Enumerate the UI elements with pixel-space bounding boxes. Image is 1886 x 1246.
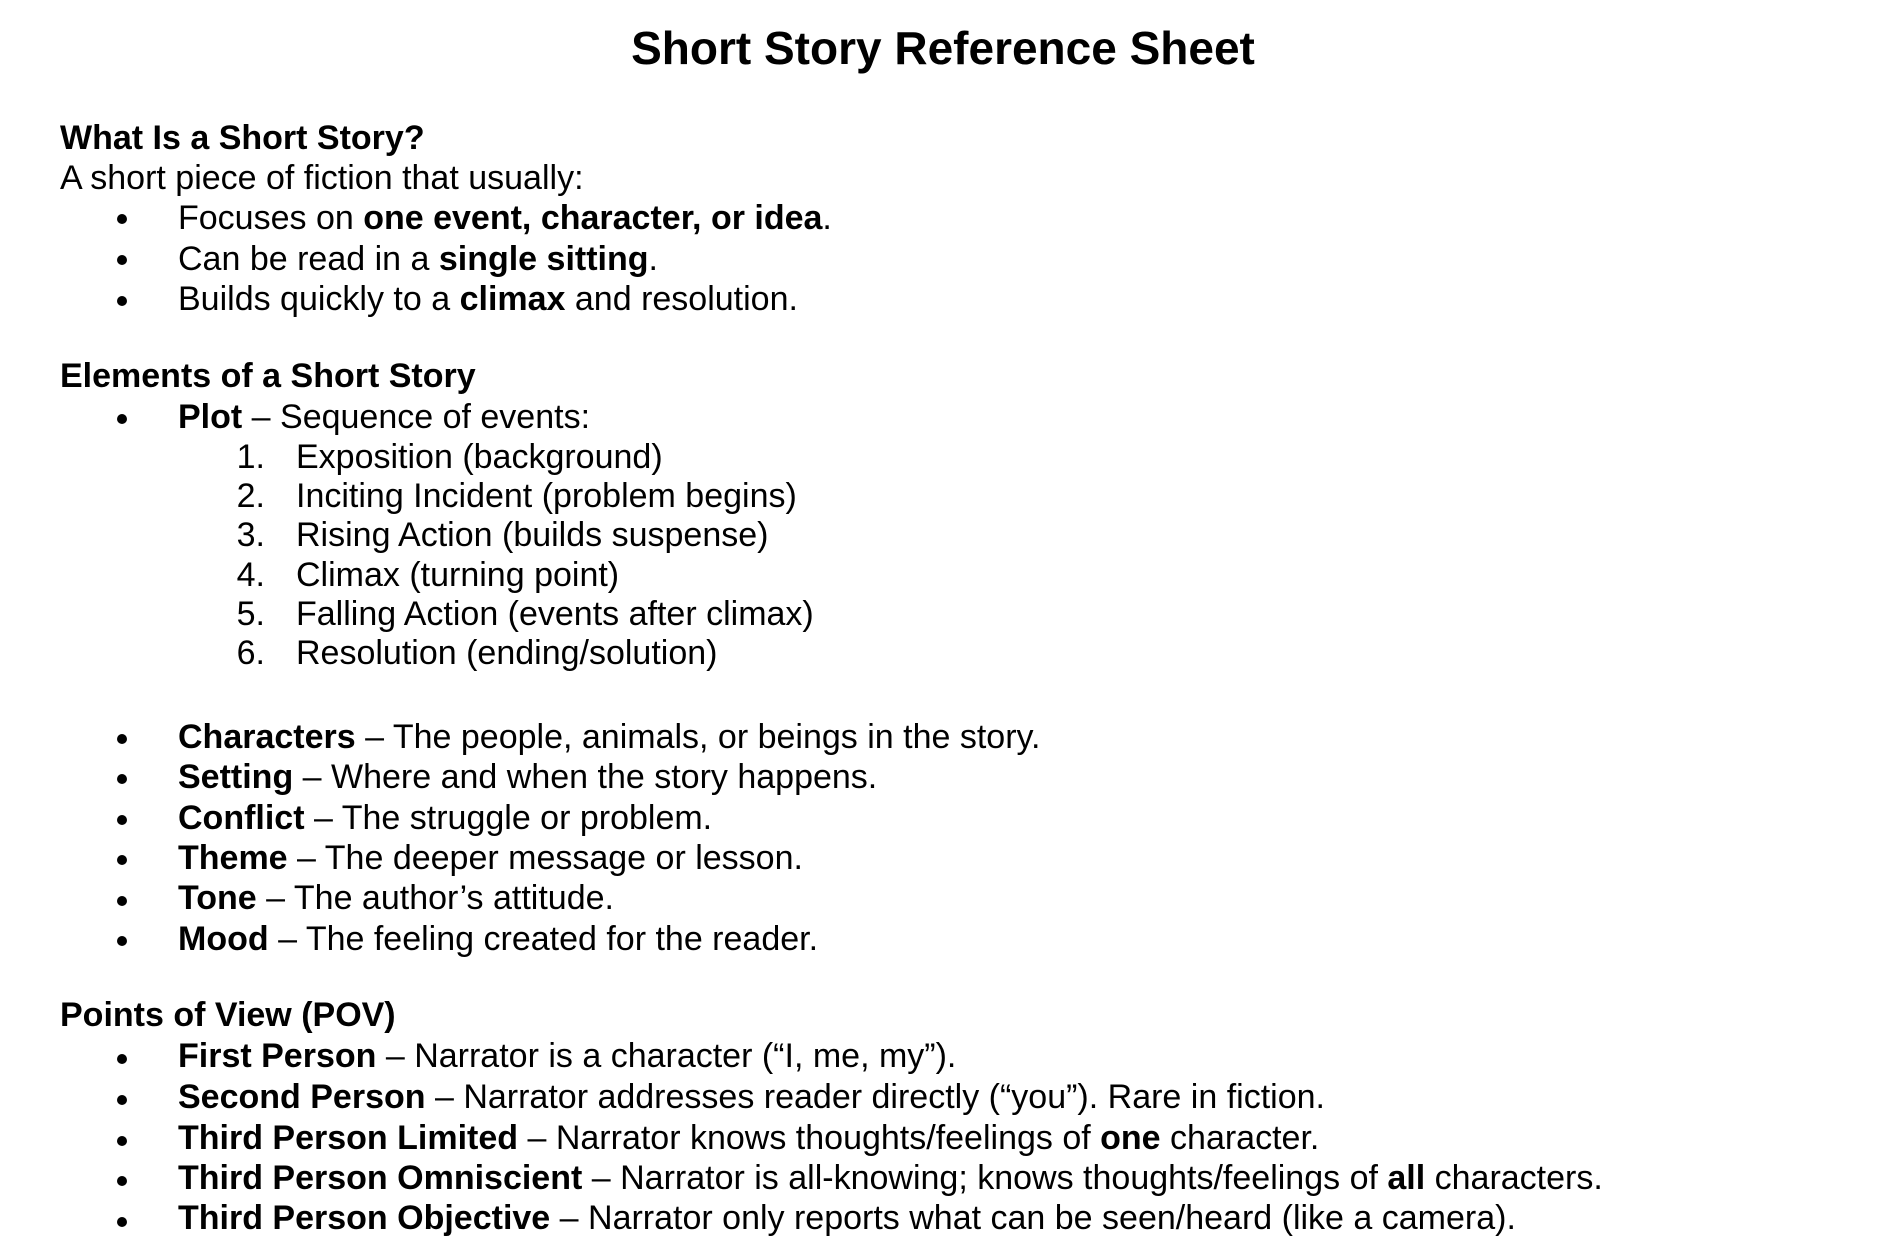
page-title: Short Story Reference Sheet — [631, 22, 1255, 74]
list-item-plot: Plot – Sequence of events: — [178, 398, 591, 436]
list-item: Second Person – Narrator addresses reader directly (“you”). Rare in fiction. — [178, 1078, 1325, 1116]
bullet-icon — [117, 734, 127, 744]
bullet-icon — [117, 296, 127, 306]
bullet-icon — [117, 255, 127, 265]
list-item: Can be read in a single sitting. — [178, 240, 658, 278]
list-item: Third Person Objective – Narrator only reports what can be seen/heard (like a camera). — [178, 1199, 1516, 1237]
list-item: Conflict – The struggle or problem. — [178, 799, 713, 837]
list-item: Tone – The author’s attitude. — [178, 879, 614, 917]
plot-step-text: Climax (turning point) — [296, 556, 620, 594]
list-item: Builds quickly to a climax and resolution. — [178, 280, 798, 318]
plot-step-text: Resolution (ending/solution) — [296, 634, 718, 672]
bullet-icon — [117, 1176, 127, 1186]
bullet-icon — [117, 1095, 127, 1105]
bullet-icon — [117, 774, 127, 784]
bullet-icon — [117, 896, 127, 906]
plot-step-number: 1. — [236, 438, 265, 476]
list-item: First Person – Narrator is a character (“I, me, my”). — [178, 1037, 957, 1075]
plot-step-text: Falling Action (events after climax) — [296, 595, 814, 633]
list-item: Setting – Where and when the story happens. — [178, 758, 878, 796]
plot-step-text: Inciting Incident (problem begins) — [296, 477, 797, 515]
list-item: Third Person Omniscient – Narrator is all-knowing; knows thoughts/feelings of all characters. — [178, 1159, 1603, 1197]
section-heading-pov: Points of View (POV) — [60, 996, 396, 1034]
list-item: Theme – The deeper message or lesson. — [178, 839, 803, 877]
bullet-icon — [117, 936, 127, 946]
list-item: Third Person Limited – Narrator knows thoughts/feelings of one character. — [178, 1119, 1320, 1157]
plot-step-text: Rising Action (builds suspense) — [296, 516, 769, 554]
list-item: Characters – The people, animals, or beings in the story. — [178, 718, 1041, 756]
bullet-icon — [117, 815, 127, 825]
bullet-icon — [117, 214, 127, 224]
section-heading-what-is: What Is a Short Story? — [60, 119, 425, 157]
plot-step-number: 4. — [236, 556, 265, 594]
bullet-icon — [117, 1217, 127, 1227]
plot-step-number: 3. — [236, 516, 265, 554]
plot-step-text: Exposition (background) — [296, 438, 663, 476]
bullet-icon — [117, 855, 127, 865]
plot-step-number: 2. — [236, 477, 265, 515]
plot-step-number: 5. — [236, 595, 265, 633]
section-heading-elements: Elements of a Short Story — [60, 357, 476, 395]
plot-step-number: 6. — [236, 634, 265, 672]
bullet-icon — [117, 414, 127, 424]
bullet-icon — [117, 1136, 127, 1146]
section-intro: A short piece of fiction that usually: — [60, 159, 584, 197]
bullet-icon — [117, 1054, 127, 1064]
list-item: Focuses on one event, character, or idea. — [178, 199, 832, 237]
list-item: Mood – The feeling created for the reader. — [178, 920, 819, 958]
